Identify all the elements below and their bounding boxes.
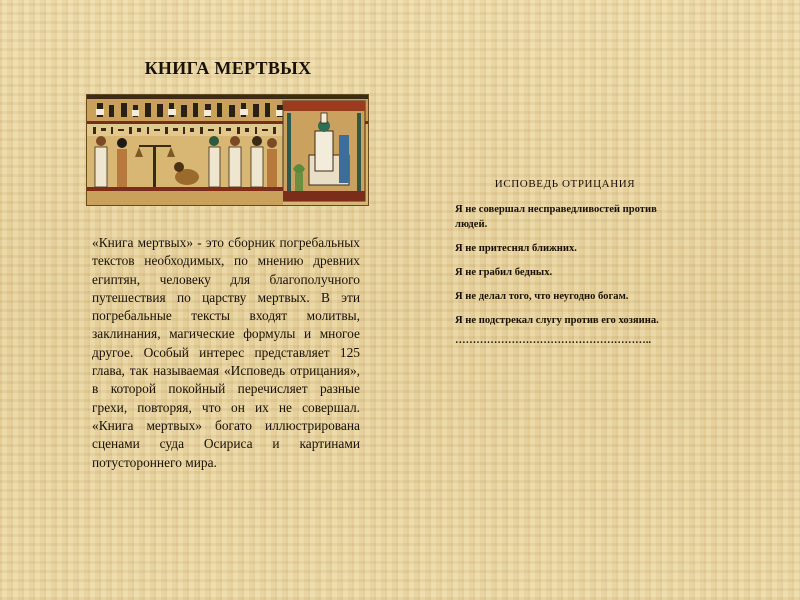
confession-title: ИСПОВЕДЬ ОТРИЦАНИЯ	[494, 178, 636, 190]
papyrus-illustration	[86, 94, 369, 206]
confession-line: Я не подстрекал слугу против его хозяина.	[455, 315, 659, 326]
confession-ellipsis: ………………………………………………..	[455, 335, 651, 346]
confession-line: Я не грабил бедных.	[455, 267, 553, 278]
confession-panel	[455, 178, 695, 346]
confession-line: Я не притеснял ближних.	[455, 243, 577, 254]
confession-line: Я не делал того, что неугодно богам.	[455, 291, 629, 302]
confession-line: Я не совершал несправедливостей против людей.	[455, 204, 657, 230]
confession-list	[455, 202, 695, 328]
body-text: «Книга мертвых» - это сборник погребальных текстов необходимых, по мнению древних египтян, человеку для благополучного путешествия по царству мертвых. В эти погребальные тексты входят молитвы, заклинания, магические формулы и многое другое. Особый интерес представляет 125 глава, так называемая «Исповедь отрицания», в которой покойный перечисляет разные грехи, повторяя, что он их не совершал. «Книга мертвых» богато иллюстрирована сценами суда Осириса и картинами потустороннего мира.	[92, 235, 360, 470]
slide-title: КНИГА МЕРТВЫХ	[144, 58, 312, 78]
